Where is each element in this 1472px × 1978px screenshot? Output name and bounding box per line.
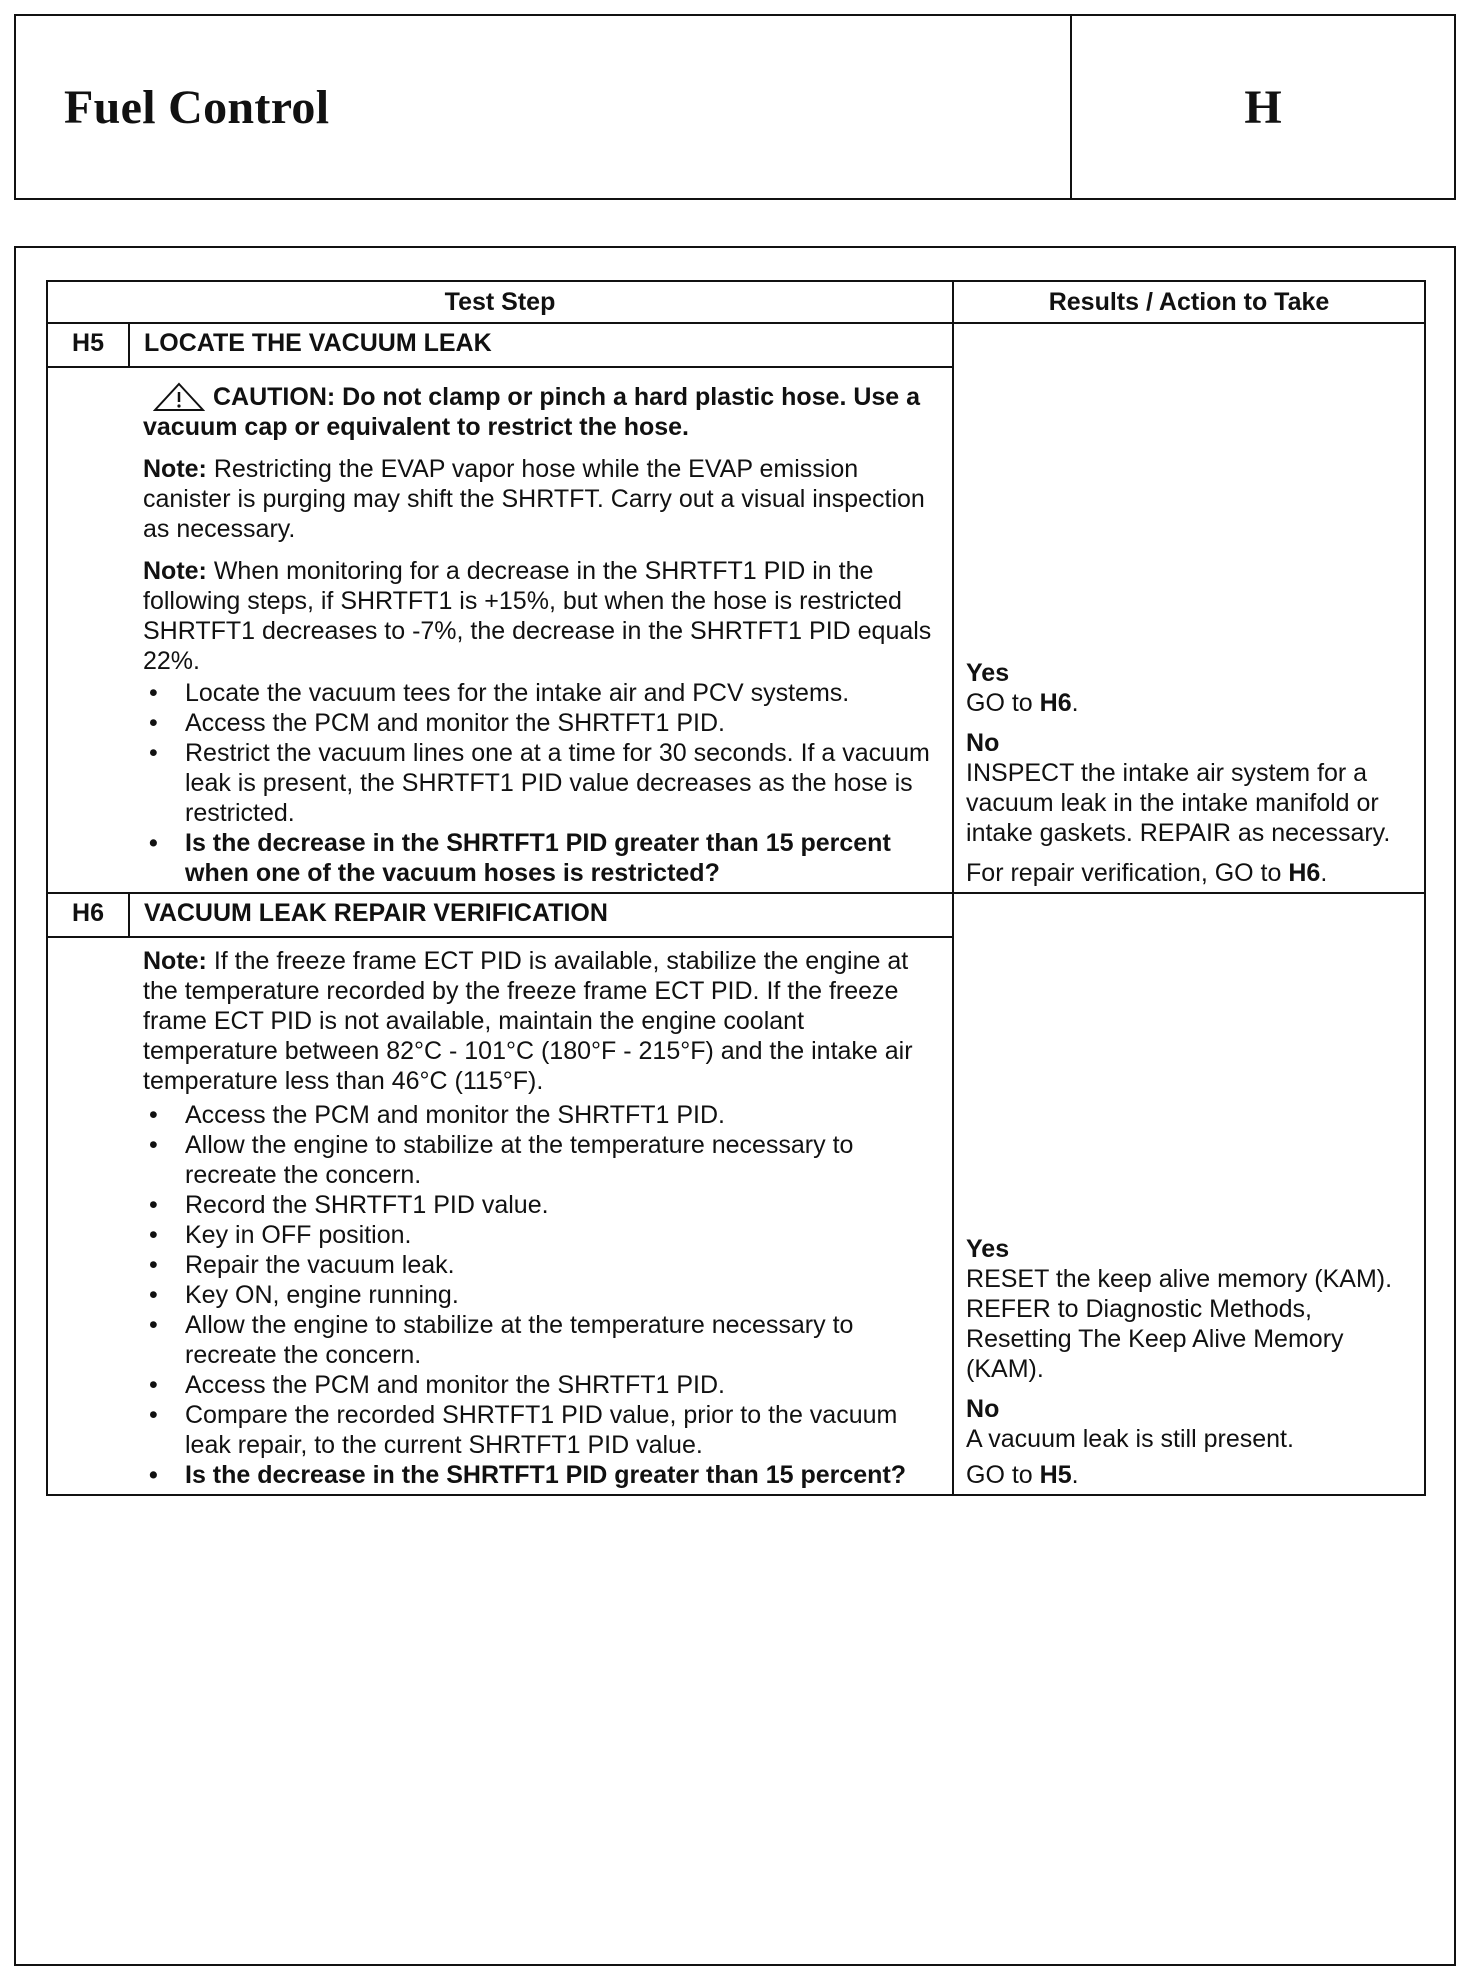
list-item: • Compare the recorded SHRTFT1 PID value, prior to the vacuum leak repair, to the current SHRTFT1 PID value. (143, 1400, 942, 1460)
h5-no-action: INSPECT the intake air system for a vacuum leak in the intake manifold or intake gaskets. REPAIR as necessary. (966, 759, 1391, 847)
h5-note-2: Note: When monitoring for a decrease in the SHRTFT1 PID in the following steps, if SHRTFT1 is +15%, but when the hose is restricted SHRTFT1 decreases to -7%, the decrease in the SHRTFT1 PID equals 22%. (143, 557, 932, 675)
warning-triangle-icon (153, 382, 205, 412)
h5-yes-label: Yes (966, 659, 1010, 687)
section-letter: H (1244, 80, 1282, 134)
h5-yes-ref[interactable]: H6 (1039, 689, 1072, 717)
h6-note: Note: If the freeze frame ECT PID is available, stabilize the engine at the temperature recorded by the freeze frame ECT PID. If the freeze frame ECT PID is not available, maintain the engine coolant temperature between 82°C - 101°C (180°F - 215°F) and the intake air temperature less than 46°C (115°F). (143, 947, 913, 1095)
list-item: • Access the PCM and monitor the SHRTFT1 PID. (143, 1100, 942, 1130)
step-h6-title-row (47, 893, 1425, 937)
h5-note-1: Note: Restricting the EVAP vapor hose while the EVAP emission canister is purging may shift the SHRTFT. Carry out a visual inspection as necessary. (143, 455, 925, 543)
step-id-h6: H6 (47, 893, 129, 937)
h6-goto-action: GO to H5. (966, 1461, 1079, 1489)
step-title-h6: VACUUM LEAK REPAIR VERIFICATION (129, 893, 953, 937)
h5-no-label: No (966, 729, 1000, 757)
list-item: • Allow the engine to stabilize at the temperature necessary to recreate the concern. (143, 1310, 942, 1370)
list-item: • Record the SHRTFT1 PID value. (143, 1190, 942, 1220)
list-item: • Access the PCM and monitor the SHRTFT1 PID. (143, 708, 942, 738)
step-h6-results (953, 893, 1425, 1495)
test-step-table (46, 280, 1426, 1496)
h6-step-list (143, 1100, 942, 1490)
col-header-results: Results / Action to Take (953, 281, 1425, 323)
list-item: • Repair the vacuum leak. (143, 1250, 942, 1280)
list-item: • Key ON, engine running. (143, 1280, 942, 1310)
step-title-h5: LOCATE THE VACUUM LEAK (129, 323, 953, 367)
step-id-h5: H5 (47, 323, 129, 367)
h6-yes-label: Yes (966, 1235, 1010, 1263)
h5-question: • Is the decrease in the SHRTFT1 PID greater than 15 percent when one of the vacuum hoses is restricted? (143, 828, 942, 888)
h5-verify-ref[interactable]: H6 (1288, 859, 1321, 887)
table-header-row (47, 281, 1425, 323)
step-h5-title-row (47, 323, 1425, 367)
page-title: Fuel Control (16, 16, 1072, 198)
list-item: • Access the PCM and monitor the SHRTFT1 PID. (143, 1370, 942, 1400)
page-header (14, 14, 1456, 200)
h5-step-list (143, 678, 942, 888)
h6-question: • Is the decrease in the SHRTFT1 PID greater than 15 percent? (143, 1460, 942, 1490)
h6-goto-ref[interactable]: H5 (1039, 1461, 1072, 1489)
list-item: • Locate the vacuum tees for the intake air and PCV systems. (143, 678, 942, 708)
h6-no-action: A vacuum leak is still present. (966, 1425, 1294, 1453)
h5-yes-action: GO to H6. (966, 689, 1079, 717)
step-h6-body (129, 937, 953, 1495)
list-item: • Restrict the vacuum lines one at a time for 30 seconds. If a vacuum leak is present, the SHRTFT1 PID value decreases as the hose is restricted. (143, 738, 942, 828)
h5-verify-action: For repair verification, GO to H6. (966, 859, 1328, 887)
h6-no-label: No (966, 1395, 1000, 1423)
caution-block: CAUTION: Do not clamp or pinch a hard plastic hose. Use a vacuum cap or equivalent to restrict the hose. (143, 383, 921, 441)
step-h5-body (129, 367, 953, 893)
list-item: • Allow the engine to stabilize at the temperature necessary to recreate the concern. (143, 1130, 942, 1190)
list-item: • Key in OFF position. (143, 1220, 942, 1250)
col-header-test-step: Test Step (47, 281, 953, 323)
h6-yes-action: RESET the keep alive memory (KAM). REFER to Diagnostic Methods, Resetting The Keep Alive Memory (KAM). (966, 1265, 1393, 1383)
step-h5-results (953, 323, 1425, 893)
